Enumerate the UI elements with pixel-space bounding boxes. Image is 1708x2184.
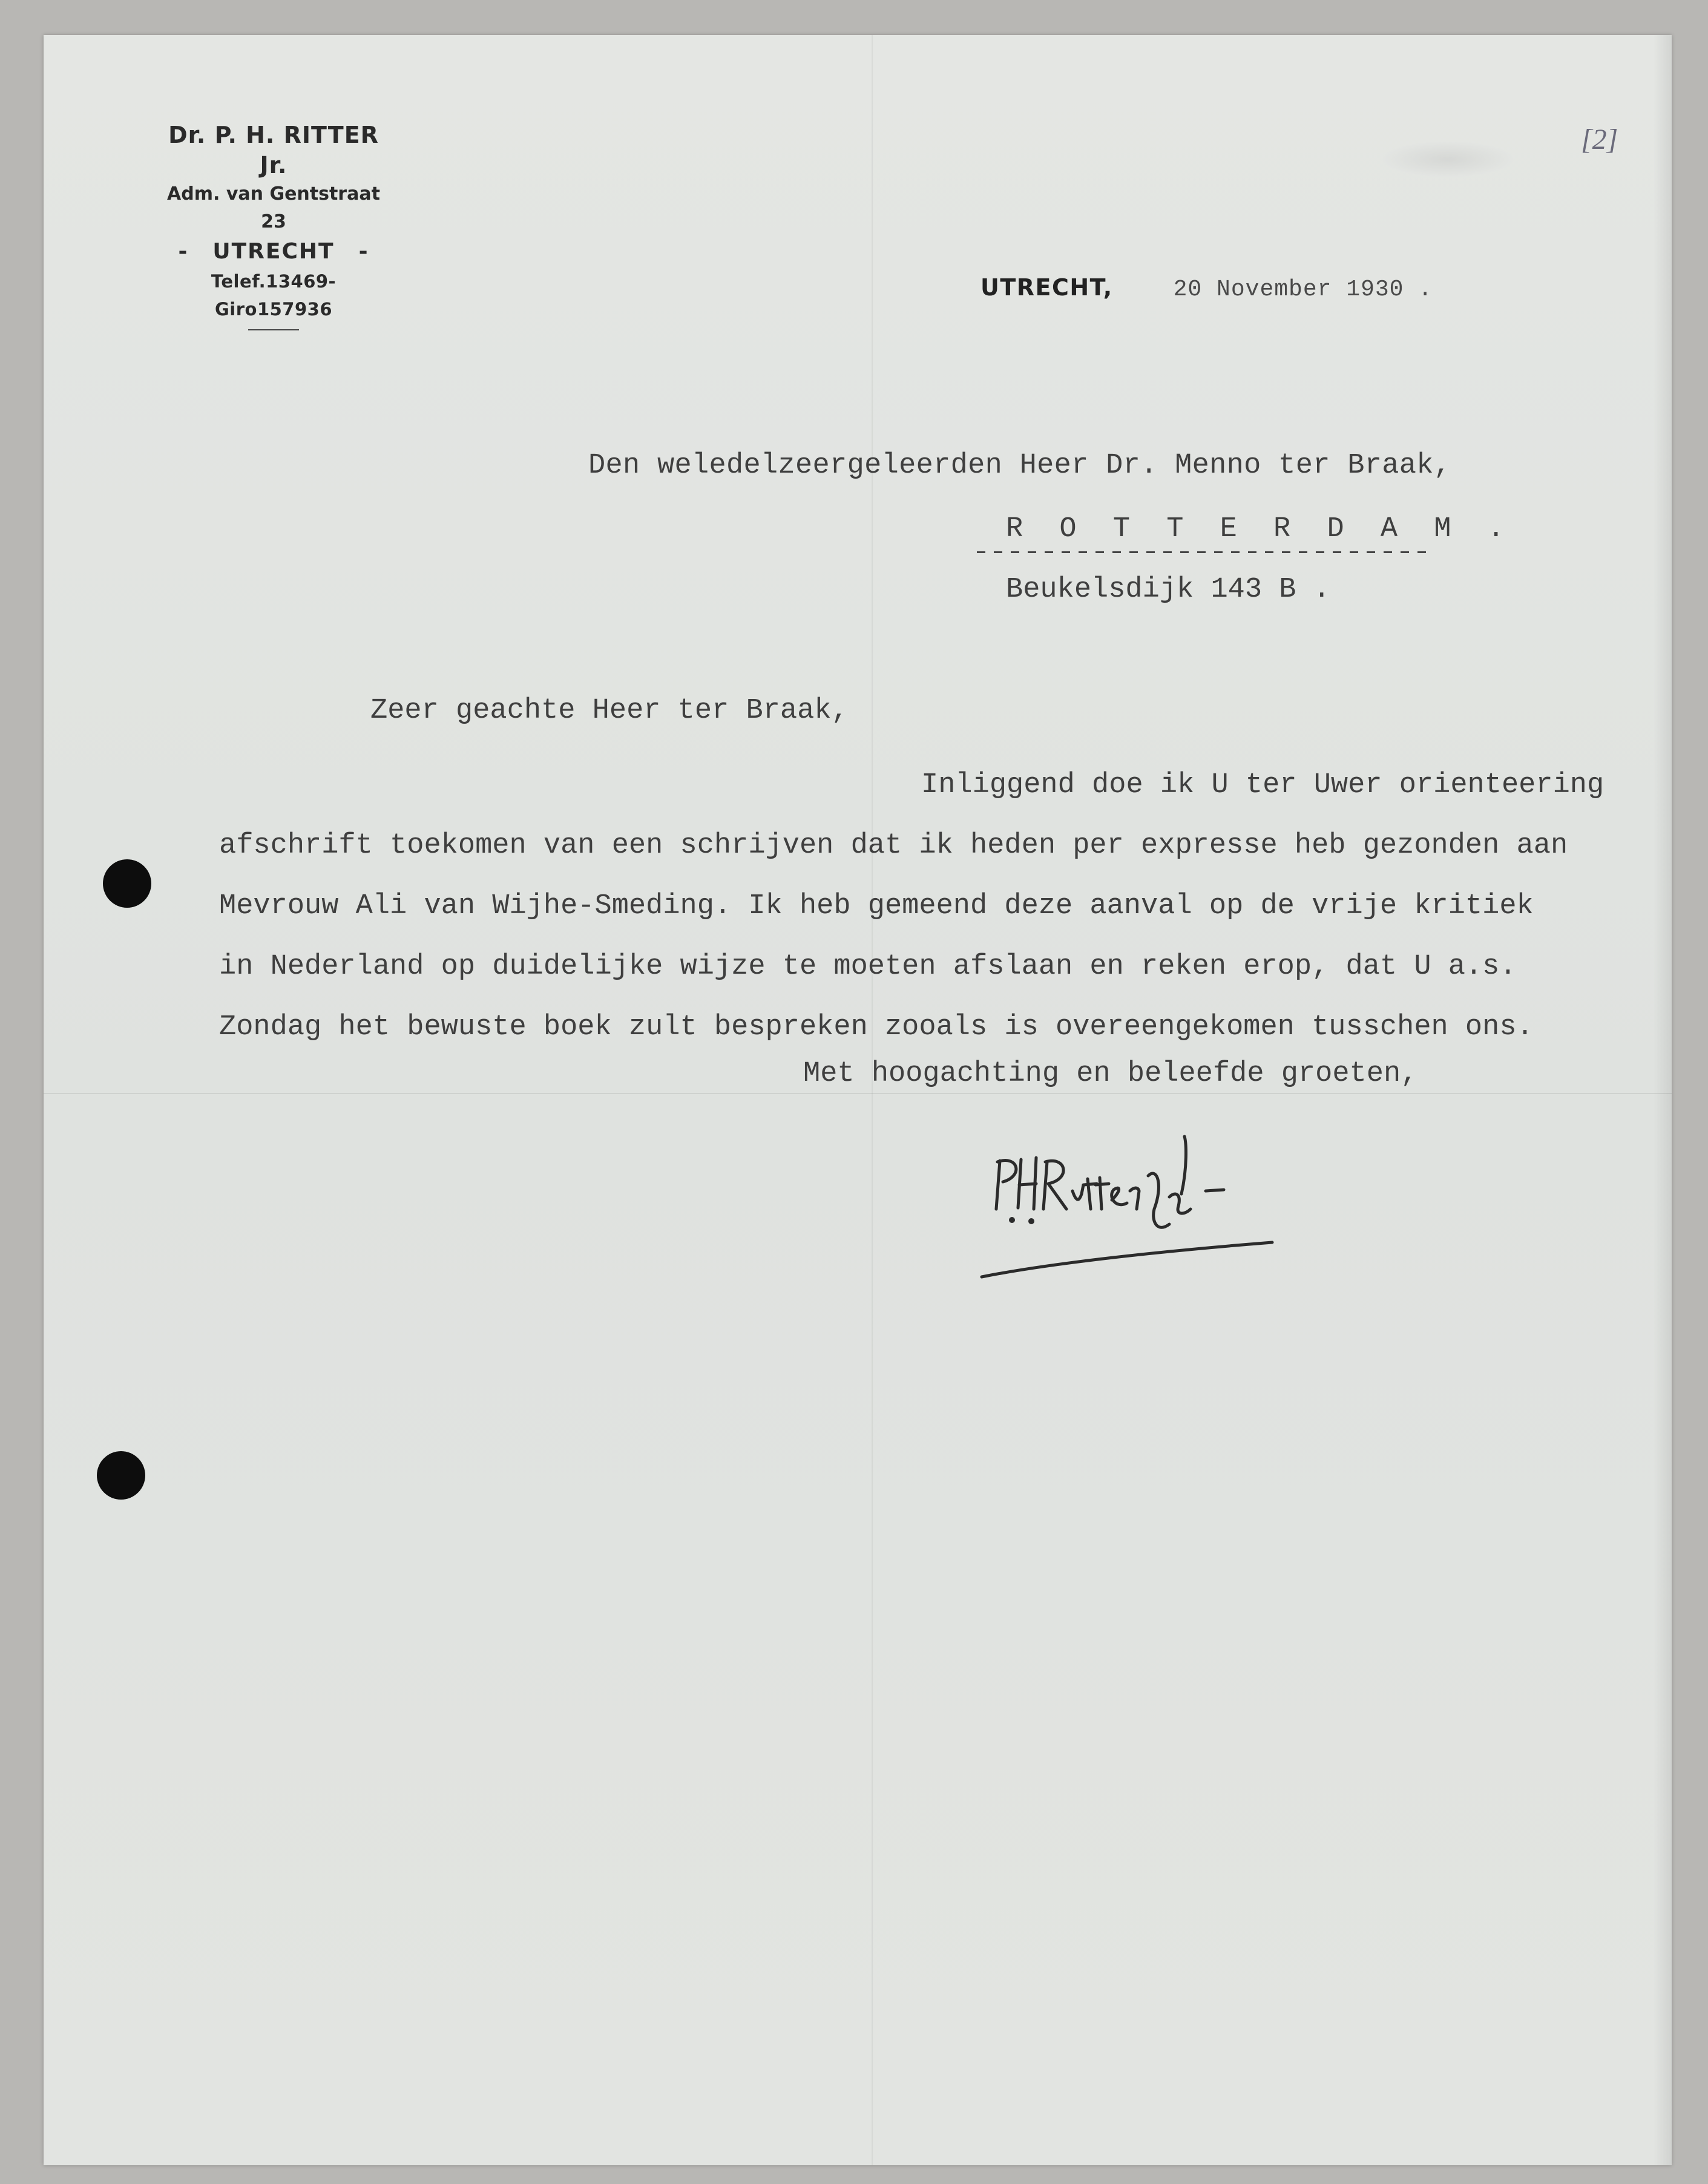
dateline-city: UTRECHT, [980, 274, 1113, 301]
paper-edge-shadow [1654, 35, 1672, 2165]
punch-hole [97, 1451, 145, 1500]
letterhead-rule [248, 329, 299, 330]
recipient-city: R O T T E R D A M . [1006, 513, 1514, 545]
closing: Met hoogachting en beleefde groeten, [803, 1058, 1418, 1090]
body-line: Inliggend doe ik U ter Uwer orienteering [921, 769, 1605, 801]
letterhead-phone-giro: Telef.13469-Giro157936 [211, 271, 337, 320]
letterhead-name: Dr. P. H. RITTER Jr. [168, 122, 379, 179]
letterhead-dash-left: - [178, 239, 189, 264]
recipient-city-underline [977, 546, 1431, 559]
letter-body [219, 755, 1708, 1058]
body-line: Mevrouw Ali van Wijhe-Smeding. Ik heb gemeend deze aanval op de vrije kritiek [219, 890, 1534, 922]
body-line: Zondag het bewuste boek zult bespreken zooals is overeengekomen tusschen ons. [219, 1011, 1534, 1043]
letter-sheet [44, 35, 1672, 2165]
handwritten-signature [976, 1118, 1290, 1288]
dateline-date: 20 November 1930 . [1173, 277, 1433, 303]
recipient-addressee: Den weledelzeergeleerden Heer Dr. Menno ter Braak, [588, 450, 1451, 482]
archive-mark: [2] [1581, 123, 1618, 156]
punch-hole [103, 859, 151, 908]
fold-line-horizontal [44, 1093, 1672, 1094]
letterhead [153, 120, 395, 330]
recipient-street: Beukelsdijk 143 B . [1006, 574, 1330, 606]
letterhead-dash-right: - [358, 239, 369, 264]
letterhead-city-name: UTRECHT [212, 239, 335, 264]
letterhead-city [153, 236, 395, 267]
body-line: afschrift toekomen van een schrijven dat ik heden per expresse heb gezonden aan [219, 830, 1568, 862]
letterhead-address: Adm. van Gentstraat 23 [167, 183, 380, 232]
dateline [980, 274, 1433, 303]
body-line: in Nederland op duidelijke wijze te moeten afslaan en reken erop, dat U a.s. [219, 951, 1517, 983]
fold-line-vertical [872, 35, 873, 2165]
salutation: Zeer geachte Heer ter Braak, [370, 695, 849, 727]
faint-stamp [1381, 141, 1514, 177]
